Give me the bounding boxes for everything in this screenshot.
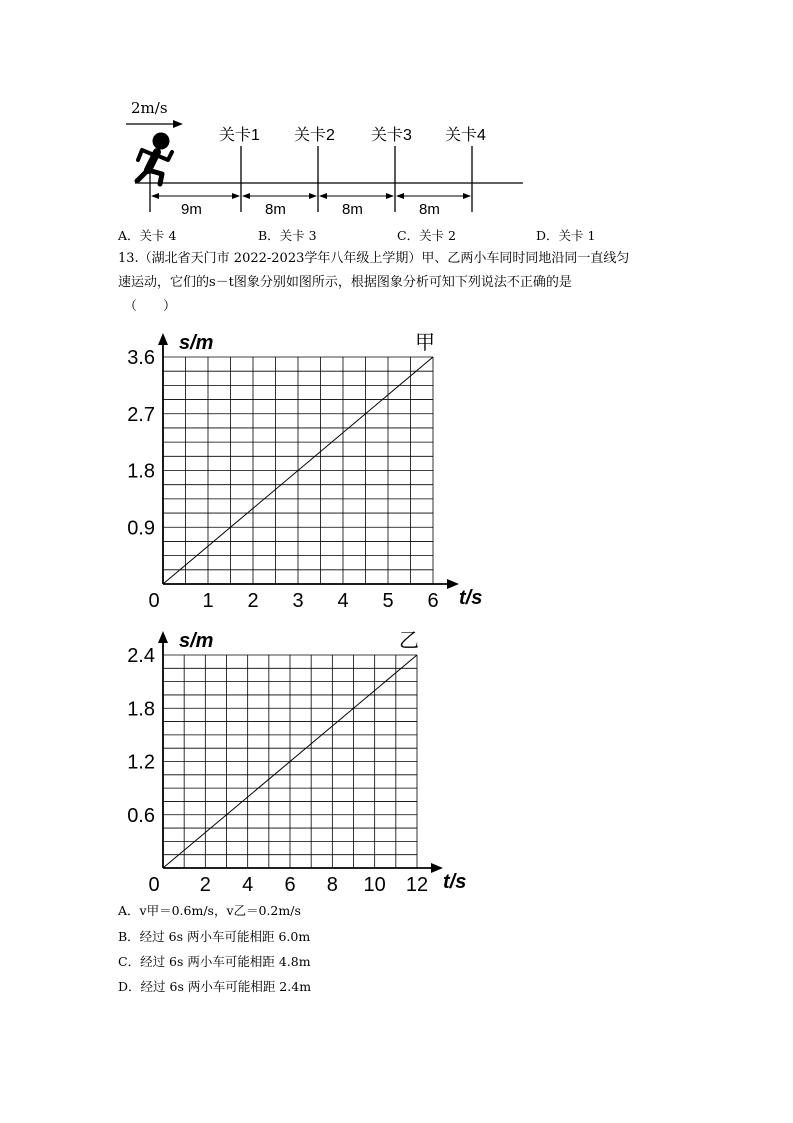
x-tick-label: 2 <box>247 590 259 612</box>
x-axis-arrow <box>447 579 459 589</box>
x-tick-label: 6 <box>284 874 296 896</box>
x-axis-label: t/s <box>443 871 467 893</box>
speed-arrow-head <box>173 120 183 128</box>
q13-option-c[interactable]: C．经过 6s 两小车可能相距 4.8m <box>118 954 311 969</box>
q12-option-b[interactable]: B．关卡 3 <box>258 228 317 243</box>
q12-option-c[interactable]: C．关卡 2 <box>397 228 456 243</box>
y-axis-arrow <box>158 631 168 643</box>
q13-option-a[interactable]: A．v甲＝0.6m/s，v乙＝0.2m/s <box>118 903 301 918</box>
q13-option-d[interactable]: D．经过 6s 两小车可能相距 2.4m <box>118 979 312 994</box>
x-tick-label: 3 <box>292 590 304 612</box>
y-tick-label: 1.8 <box>127 698 155 721</box>
series-label: 甲 <box>415 332 435 354</box>
q13-stem-line2: 速运动，它们的s－t图象分别如图所示，根据图象分析可知下列说法不正确的是 <box>118 275 572 290</box>
x-tick-label: 4 <box>337 590 349 612</box>
y-axis-label: s/m <box>179 332 214 354</box>
distance-label-1: 9m <box>181 201 202 218</box>
runner-icon <box>137 133 172 185</box>
x-tick-label: 0 <box>148 590 160 612</box>
x-tick-label: 6 <box>427 590 439 612</box>
q12-option-d[interactable]: D．关卡 1 <box>536 228 596 243</box>
x-tick-label: 2 <box>199 874 211 896</box>
x-tick-label: 12 <box>405 874 429 896</box>
x-tick-label: 10 <box>363 874 386 896</box>
distance-label-3: 8m <box>342 201 363 218</box>
distance-label-4: 8m <box>419 201 440 218</box>
y-tick-label: 0.6 <box>127 804 155 827</box>
x-tick-label: 1 <box>202 590 214 612</box>
y-tick-label: 3.6 <box>127 347 155 369</box>
distance-arrows <box>151 193 471 199</box>
checkpoint-diagram <box>0 0 793 225</box>
y-tick-label: 2.4 <box>127 645 155 667</box>
x-axis-label: t/s <box>459 587 483 609</box>
speed-label: 2m/s <box>131 99 168 117</box>
series-label: 乙 <box>399 630 419 652</box>
y-tick-label: 0.9 <box>127 517 155 540</box>
distance-label-2: 8m <box>265 201 286 218</box>
y-tick-label: 1.8 <box>127 460 155 483</box>
checkpoint-label-4: 关卡4 <box>445 127 486 144</box>
y-tick-label: 1.2 <box>127 751 155 774</box>
q13-stem-line3: （ ） <box>124 299 177 314</box>
y-axis-label: s/m <box>179 630 214 652</box>
q12-option-a[interactable]: A．关卡 4 <box>118 228 177 243</box>
x-tick-label: 8 <box>326 874 338 896</box>
x-tick-label: 5 <box>382 590 394 612</box>
chart-jia <box>110 320 510 620</box>
q13-stem-line1: 13.（湖北省天门市 2022-2023学年八年级上学期）甲、乙两小车同时同地沿同一直线匀 <box>118 251 630 266</box>
checkpoint-label-3: 关卡3 <box>371 127 412 144</box>
checkpoint-label-1: 关卡1 <box>219 127 260 144</box>
q13-option-b[interactable]: B．经过 6s 两小车可能相距 6.0m <box>118 929 311 944</box>
x-tick-label: 0 <box>148 874 160 896</box>
y-axis-arrow <box>158 333 168 345</box>
x-tick-label: 4 <box>242 874 254 896</box>
chart-yi <box>110 620 510 900</box>
y-tick-label: 2.7 <box>127 403 155 426</box>
checkpoint-label-2: 关卡2 <box>294 127 335 144</box>
x-axis-arrow <box>431 863 443 873</box>
